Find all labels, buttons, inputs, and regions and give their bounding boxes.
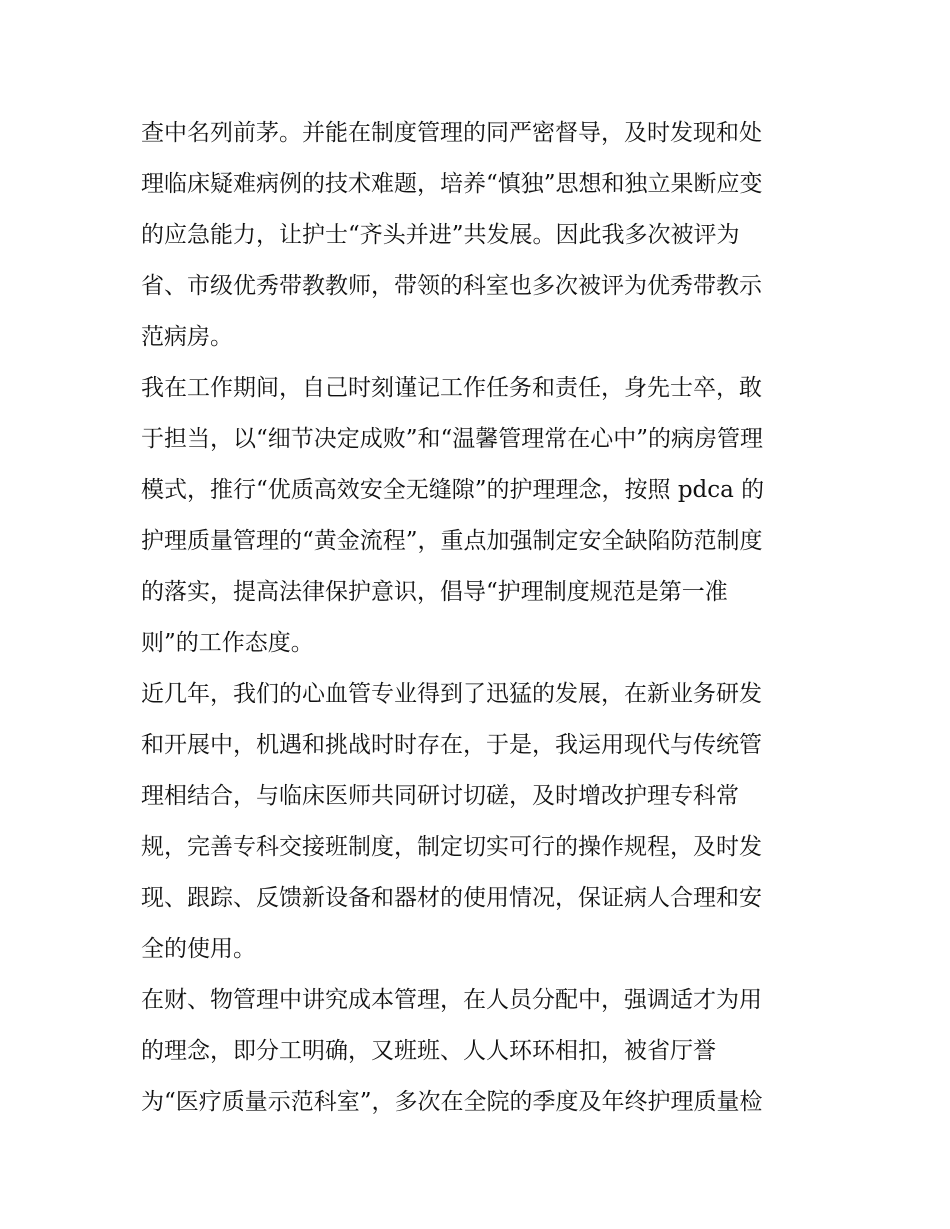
body-text [141,108,821,1128]
text-line: 的理念，即分工明确，又班班、人人环环相扣，被省厅誉 [141,1038,716,1064]
text-line: 模式，推行“优质高效安全无缝隙”的护理理念，按照 pdca 的 [141,477,765,503]
text-line: 范病房。 [141,324,233,350]
paragraph-1 [141,108,821,363]
paragraph-2 [141,363,821,669]
text-line: 护理质量管理的“黄金流程”，重点加强制定安全缺陷防范制度 [141,528,763,554]
paragraph-3 [141,669,821,975]
text-line: 规，完善专科交接班制度，制定切实可行的操作规程，及时发 [141,834,762,860]
text-line: 则”的工作态度。 [141,630,314,656]
text-line: 查中名列前茅。并能在制度管理的同严密督导，及时发现和处 [141,120,762,146]
text-line: 理相结合，与临床医师共同研讨切磋，及时增改护理专科常 [141,783,739,809]
text-line: 我在工作期间，自己时刻谨记工作任务和责任，身先士卒，敢 [141,375,762,401]
text-line: 的应急能力，让护士“齐头并进”共发展。因此我多次被评为 [141,222,740,248]
text-line: 现、跟踪、反馈新设备和器材的使用情况，保证病人合理和安 [141,885,762,911]
text-line: 理临床疑难病例的技术难题，培养“慎独”思想和独立果断应变 [141,171,763,197]
text-line: 的落实，提高法律保护意识，倡导“护理制度规范是第一准 [141,579,728,605]
text-line: 全的使用。 [141,936,256,962]
text-line: 近几年，我们的心血管专业得到了迅猛的发展，在新业务研发 [141,681,762,707]
text-line: 于担当，以“细节决定成败”和“温馨管理常在心中”的病房管理 [141,426,764,452]
paragraph-4 [141,975,821,1128]
text-line: 在财、物管理中讲究成本管理，在人员分配中，强调适才为用 [141,987,762,1013]
text-line: 为“医疗质量示范科室”，多次在全院的季度及年终护理质量检 [141,1089,763,1115]
text-line: 省、市级优秀带教教师，带领的科室也多次被评为优秀带教示 [141,273,762,299]
text-line: 和开展中，机遇和挑战时时存在，于是，我运用现代与传统管 [141,732,762,758]
